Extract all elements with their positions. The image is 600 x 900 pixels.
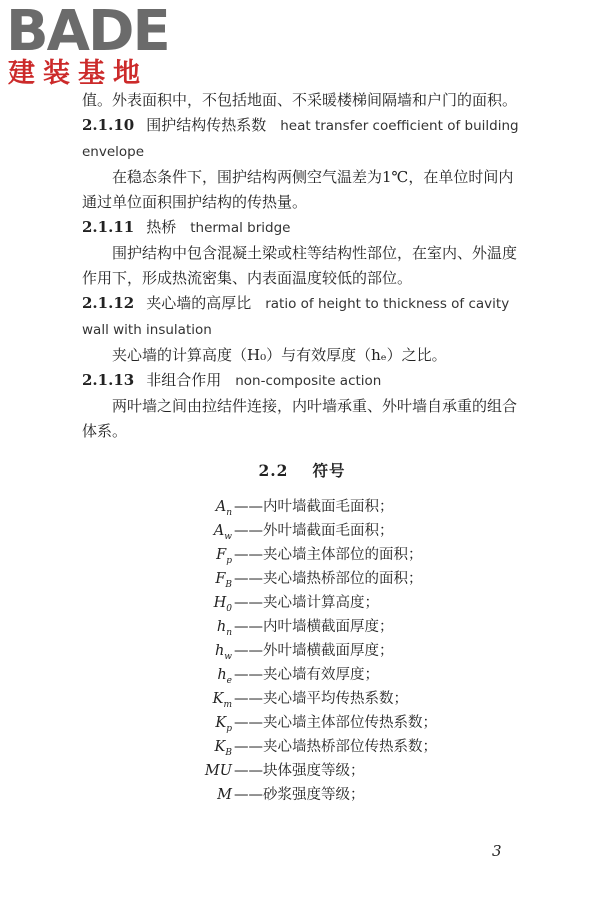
symbol-description: ——夹心墙有效厚度； (234, 667, 379, 683)
term-chinese: 围护结构传热系数 (146, 116, 267, 134)
symbol-row (82, 783, 522, 807)
paragraph-height-thickness: 夹心墙的计算高度（H₀）与有效厚度（hₑ）之比。 (112, 346, 447, 364)
paragraph-heat-transfer: 在稳态条件下，围护结构两侧空气温差为1℃，在单位时间内通过单位面积围护结构的传热量。 (82, 168, 514, 211)
term-number: 2.1.10 (82, 116, 135, 134)
term-number: 2.1.13 (82, 371, 135, 389)
section-heading (82, 458, 522, 483)
term-chinese: 夹心墙的高厚比 (146, 294, 252, 312)
symbol: $K_p$ (215, 715, 232, 734)
section-title: 符号 (312, 461, 346, 480)
symbol: MU (204, 763, 232, 779)
symbol-description: ——夹心墙热桥部位传热系数； (234, 739, 437, 755)
symbol-description: ——夹心墙主体部位传热系数； (234, 715, 437, 731)
symbol: $A_w$ (213, 523, 232, 542)
symbol-row (82, 759, 522, 783)
symbol-row (82, 591, 522, 615)
symbol-description: ——夹心墙主体部位的面积； (234, 547, 423, 563)
symbol-row (82, 639, 522, 663)
symbol: $H_0$ (213, 595, 232, 614)
symbol-description: ——夹心墙计算高度； (234, 595, 379, 611)
term-chinese: 非组合作用 (146, 371, 222, 389)
logo-subtitle: 建装基地 (8, 58, 148, 89)
paragraph-non-composite: 两叶墙之间由拉结件连接，内叶墙承重、外叶墙自承重的组合体系。 (82, 397, 518, 440)
term-english: thermal bridge (190, 220, 291, 236)
paragraph-thermal-bridge: 围护结构中包含混凝土梁或柱等结构性部位，在室内、外温度作用下，形成热流密集、内表面温度较低的部位。 (82, 244, 518, 287)
logo-wordmark: BADE (6, 0, 169, 64)
term-chinese: 热桥 (146, 218, 177, 236)
symbol-description: ——夹心墙热桥部位的面积； (234, 571, 423, 587)
symbol-row (82, 519, 522, 543)
symbol-description: ——夹心墙平均传热系数； (234, 691, 408, 707)
watermark-logo (6, 0, 181, 94)
symbol: $K_m$ (212, 691, 232, 710)
symbol: $F_p$ (216, 547, 232, 566)
symbol: $h_w$ (214, 643, 232, 662)
symbol-list (82, 495, 522, 807)
term-2-1-10 (82, 113, 522, 165)
symbol-description: ——块体强度等级； (234, 763, 365, 779)
term-2-1-11 (82, 215, 522, 241)
symbol: M (217, 787, 232, 803)
symbol-row (82, 711, 522, 735)
paragraph-outer-area: 值。外表面积中，不包括地面、不采暖楼梯间隔墙和户门的面积。 (82, 91, 518, 109)
symbol-description: ——内叶墙横截面厚度； (234, 619, 394, 635)
term-english: ratio of height to thickness of cavity wall with insulation (82, 296, 510, 338)
symbol-row (82, 663, 522, 687)
symbol-description: ——外叶墙横截面厚度； (234, 643, 394, 659)
symbol-description: ——外叶墙截面毛面积； (234, 523, 394, 539)
symbol-row (82, 735, 522, 759)
symbol-description: ——内叶墙截面毛面积； (234, 499, 394, 515)
term-english: non-composite action (235, 373, 382, 389)
section-number: 2.2 (258, 461, 289, 480)
term-2-1-13 (82, 368, 522, 394)
symbol-row (82, 567, 522, 591)
symbol: $A_n$ (215, 499, 232, 518)
symbol: $h_e$ (217, 667, 232, 686)
symbol-row (82, 495, 522, 519)
symbol: $h_n$ (216, 619, 232, 638)
document-body (82, 88, 522, 807)
symbol: $F_B$ (215, 571, 232, 590)
symbol-description: ——砂浆强度等级； (234, 787, 365, 803)
page-number: 3 (492, 842, 502, 860)
term-number: 2.1.11 (82, 218, 135, 236)
symbol: $K_B$ (214, 739, 232, 758)
term-english: heat transfer coefficient of building envelope (82, 118, 519, 160)
symbol-row (82, 687, 522, 711)
symbol-row (82, 615, 522, 639)
term-2-1-12 (82, 291, 522, 343)
symbol-row (82, 543, 522, 567)
term-number: 2.1.12 (82, 294, 135, 312)
